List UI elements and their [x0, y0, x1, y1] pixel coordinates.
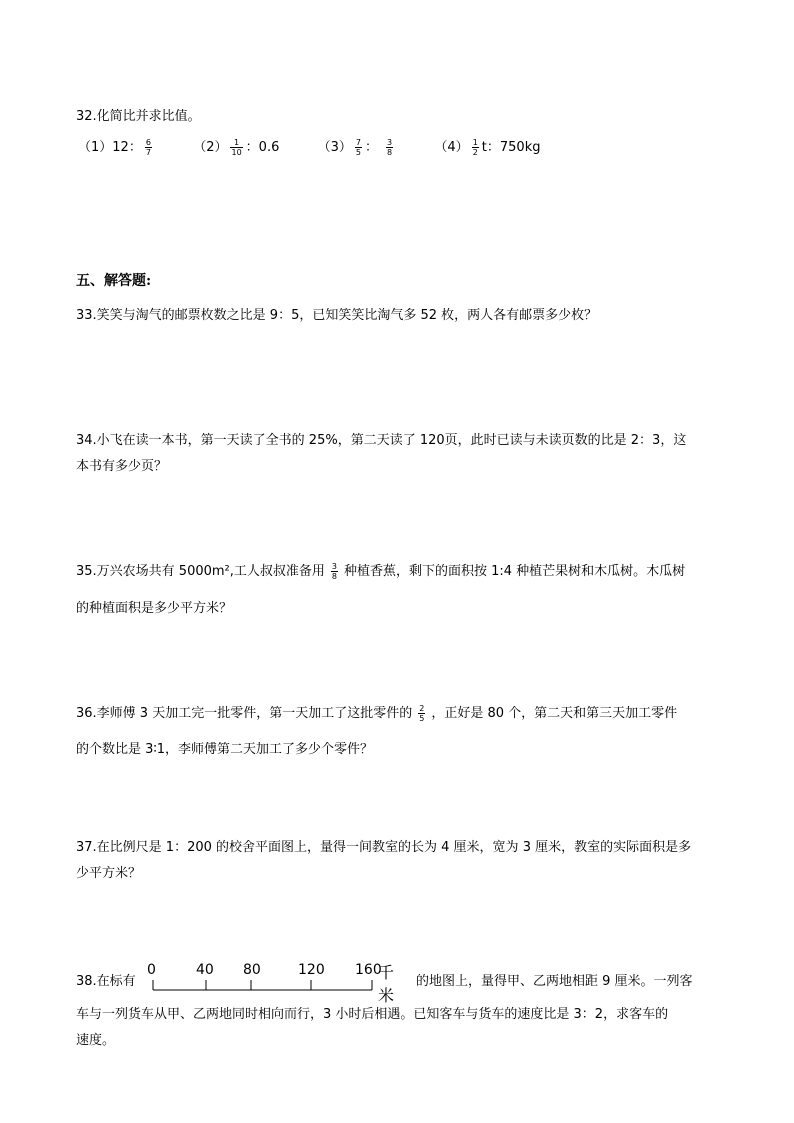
q36-prefix: 36.李师傅 3 天加工完一批零件，第一天加工了这批零件的: [76, 706, 413, 721]
q32-item-2: [193, 140, 283, 155]
denominator: 5: [355, 148, 362, 157]
fraction: [472, 138, 479, 157]
numerator: 1: [230, 138, 242, 148]
fraction: [418, 704, 425, 723]
q32-item-3-colon: ：: [365, 140, 379, 155]
scale-label-40: 40: [196, 962, 214, 978]
q32-item-3-prefix: （3）: [317, 140, 352, 155]
q38-line-2: 车与一列货车从甲、乙两地同时相向而行，3 小时后相遇。已知客车与货车的速度比是 3：2，求客车的: [76, 1007, 669, 1022]
q37-line-1: 37.在比例尺是 1：200 的校舍平面图上，量得一间教室的长为 4 厘米，宽为 3 厘米，教室的实际面积是多: [76, 840, 692, 855]
q36-suffix: ，正好是 80 个，第二天和第三天加工零件: [431, 706, 678, 721]
denominator: 8: [331, 572, 337, 581]
numerator: 2: [419, 704, 425, 713]
scale-unit: 千米: [378, 963, 395, 1005]
denominator: 5: [419, 714, 425, 723]
q35-line-1: [76, 560, 685, 581]
q37-line-2: 少平方米？: [76, 866, 142, 881]
scale-label-160: 160: [355, 962, 382, 978]
fraction: [355, 138, 362, 157]
fraction: [331, 562, 338, 581]
q34-line-2: 本书有多少页？: [76, 459, 168, 474]
fraction: [145, 138, 152, 157]
q38-prefix: 38.在标有: [76, 974, 136, 989]
q38-line-3: 速度。: [76, 1033, 116, 1048]
q32-item-2-prefix: （2）: [193, 140, 228, 155]
numerator: 1: [472, 138, 478, 147]
q36-line-2: 的个数比是 3∶1，李师傅第二天加工了多少个零件？: [76, 742, 374, 757]
denominator: 7: [145, 148, 151, 157]
scale-label-120: 120: [298, 962, 325, 978]
scale-bar: [147, 962, 395, 1005]
q32-item-4-prefix: （4）: [434, 140, 469, 155]
denominator: 2: [472, 148, 478, 157]
scale-label-80: 80: [243, 962, 261, 978]
q35-prefix: 35.万兴农场共有 5000m²,工人叔叔准备用: [76, 564, 325, 579]
q35-line-2: 的种植面积是多少平方米？: [76, 601, 233, 616]
fraction: [230, 138, 242, 157]
fraction: [386, 138, 393, 157]
numerator: 3: [387, 138, 393, 147]
numerator: 3: [331, 562, 337, 571]
numerator: 7: [355, 138, 362, 147]
q36-line-1: [76, 702, 677, 723]
q32-item-4-suffix: t：750kg: [481, 140, 541, 155]
q32-item-1-prefix: （1）12：: [78, 140, 142, 155]
q32-item-1: [78, 140, 159, 155]
denominator: 8: [387, 148, 393, 157]
q32-item-3: [318, 140, 401, 155]
scale-ruler: [150, 962, 390, 992]
scale-label-0: 0: [147, 962, 156, 978]
q33-text: 33.笑笑与淘气的邮票枚数之比是 9：5，已知笑笑比淘气多 52 枚，两人各有邮票多少枚？: [76, 308, 598, 323]
q32-title: 32.化简比并求比值。: [76, 109, 201, 124]
q32-item-2-suffix: ：0.6: [245, 140, 280, 155]
q35-suffix: 种植香蕉，剩下的面积按 1:4 种植芒果树和木瓜树。木瓜树: [344, 564, 686, 579]
numerator: 6: [145, 138, 151, 147]
q32-items: [78, 136, 540, 157]
denominator: 10: [231, 148, 242, 157]
q34-line-1: 34.小飞在读一本书，第一天读了全书的 25%，第二天读了 120页，此时已读与未读页数的比是 2：3，这: [76, 433, 687, 448]
section-heading: 五、解答题:: [76, 273, 152, 289]
q32-item-4: [434, 140, 540, 155]
q38-suffix: 的地图上，量得甲、乙两地相距 9 厘米。一列客: [416, 974, 693, 989]
